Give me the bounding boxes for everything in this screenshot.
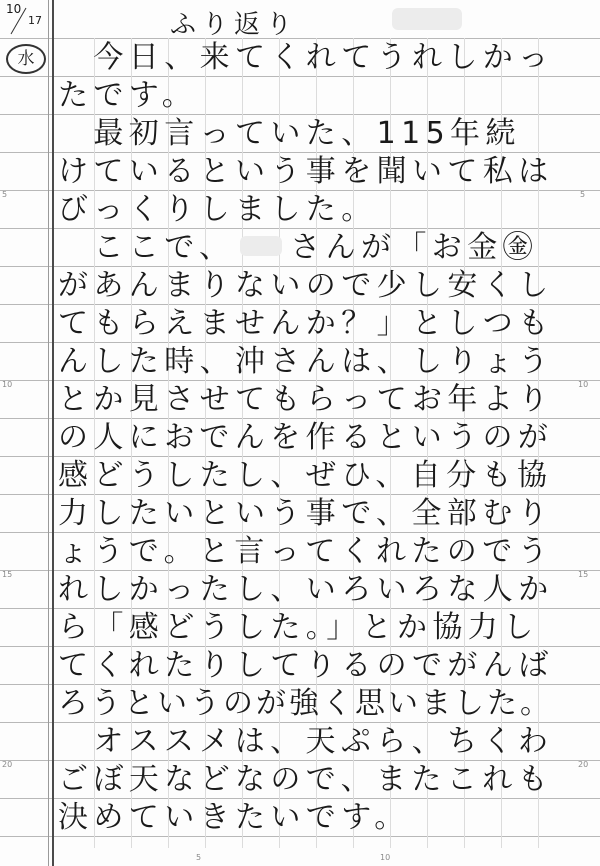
ruled-line [0, 760, 600, 761]
ruled-line [0, 152, 600, 153]
right-margin-number: 5 [580, 190, 586, 199]
text-line: があんまりないので少し安くし [58, 268, 554, 303]
right-margin-number: 15 [578, 570, 589, 579]
text-line: ごぼ天などなので、またこれも [58, 762, 553, 797]
margin-rule-thin [48, 0, 49, 866]
text-line: れしかったし、いろいろな人か [58, 572, 554, 607]
ruled-line [0, 38, 600, 39]
left-margin-number: 5 [2, 190, 8, 199]
ruled-line [0, 722, 600, 723]
ruled-line [0, 456, 600, 457]
margin-rule [52, 0, 54, 866]
text-line: ここで、 さんが「お金㊎ [58, 230, 538, 265]
text-line: んした時、沖さんは、しりょう [58, 344, 554, 379]
ruled-line [0, 684, 600, 685]
text-line: ら「感どうした。」とか協力し [58, 610, 539, 645]
weekday-badge: 水 [6, 44, 46, 74]
ruled-line [0, 76, 600, 77]
redacted-name [392, 8, 462, 30]
text-line: 感どうしたし、ぜひ、自分も協 [58, 458, 553, 493]
ruled-line [0, 532, 600, 533]
text-line: てもらえませんか？」としつも [58, 306, 554, 341]
ruled-line [0, 494, 600, 495]
text-line: けているという事を聞いて私は [58, 154, 554, 189]
left-margin-number: 20 [2, 760, 13, 769]
ruled-line [0, 228, 600, 229]
right-margin-number: 10 [578, 380, 589, 389]
text-line: 決めていきたいです。 [58, 800, 410, 835]
date-stamp [4, 2, 44, 38]
ruled-line [0, 608, 600, 609]
bottom-margin-number: 5 [196, 853, 202, 862]
text-line: たです。 [58, 78, 198, 113]
right-margin-number: 20 [578, 760, 589, 769]
ruled-line [0, 380, 600, 381]
ruled-line [0, 646, 600, 647]
text-line: 今日、来てくれてうれしかっ [58, 40, 554, 75]
page-title: ふり返り [170, 10, 299, 40]
ruled-line [0, 836, 600, 837]
ruled-line [0, 342, 600, 343]
ruled-line [0, 266, 600, 267]
date-day: 17 [28, 14, 42, 27]
text-line: ょうで。と言ってくれたのでう [58, 534, 553, 569]
left-margin-number: 15 [2, 570, 13, 579]
ruled-line [0, 304, 600, 305]
ruled-line [0, 190, 600, 191]
bottom-margin-number: 10 [380, 853, 391, 862]
ruled-line [0, 570, 600, 571]
text-line: の人におでんを作るというのが [58, 420, 554, 455]
date-month: 10 [6, 2, 22, 16]
ruled-line [0, 114, 600, 115]
text-line: ろうというのが強く思いました。 [58, 686, 553, 721]
text-line: てくれたりしてりるのでがんば [58, 648, 554, 683]
text-line: びっくりしました。 [58, 192, 377, 227]
ruled-line [0, 418, 600, 419]
left-margin-number: 10 [2, 380, 13, 389]
text-line: オススメは、天ぷら、ちくわ [58, 724, 554, 759]
text-line: 最初言っていた、115年続 [58, 116, 521, 151]
text-line: とか見させてもらってお年より [58, 382, 554, 417]
text-line: 力したいという事で、全部むり [58, 496, 553, 531]
ruled-line [0, 798, 600, 799]
